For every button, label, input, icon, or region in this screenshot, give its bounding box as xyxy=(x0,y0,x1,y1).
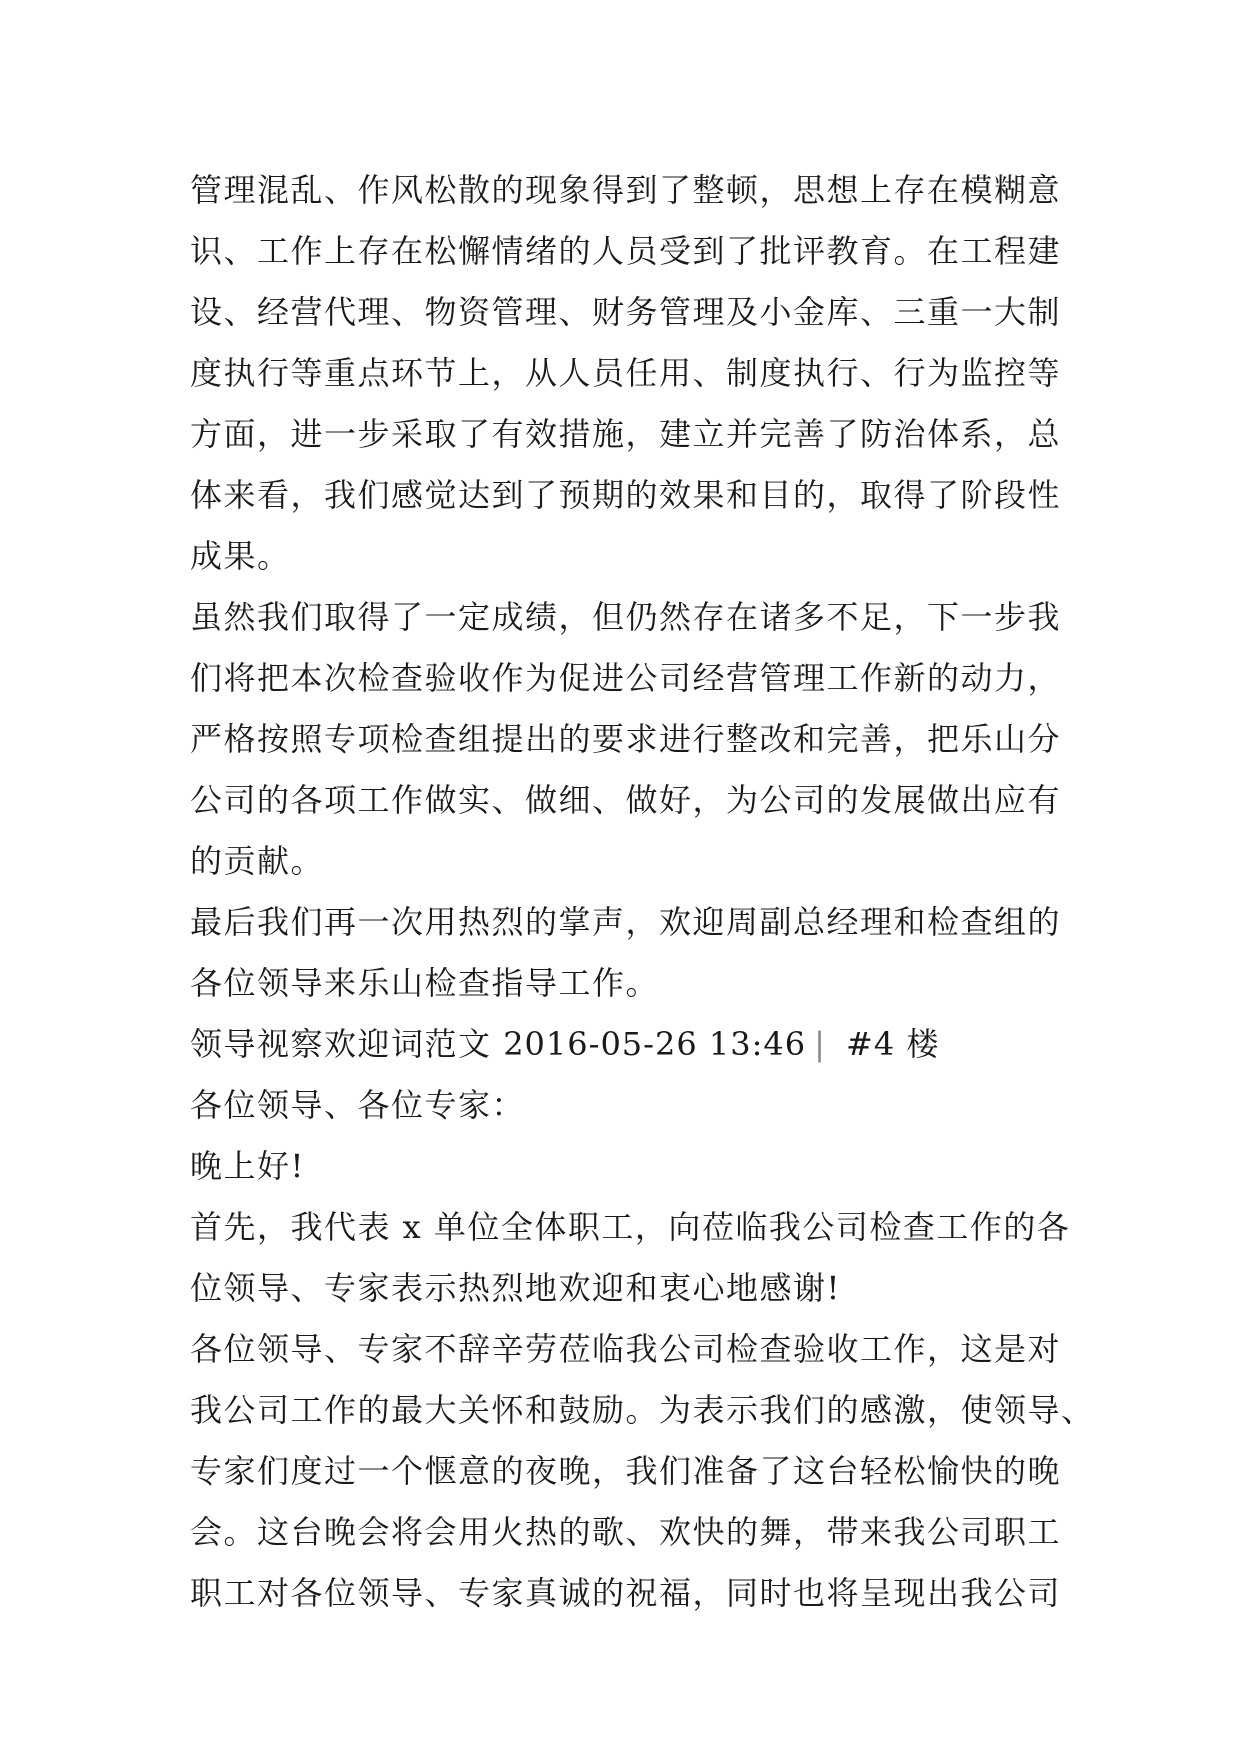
document-body xyxy=(190,160,1095,1624)
text-line: 晚上好! xyxy=(190,1147,305,1185)
text-line: 公司的各项工作做实、做细、做好，为公司的发展做出应有 xyxy=(190,781,1062,819)
text-line: 我公司工作的最大关怀和鼓励。为表示我们的感激，使领导、 xyxy=(190,1391,1095,1429)
text-line: 方面，进一步采取了有效措施，建立并完善了防治体系，总 xyxy=(190,415,1062,453)
text-line: 设、经营代理、物资管理、财务管理及小金库、三重一大制 xyxy=(190,293,1062,331)
text-line: 虽然我们取得了一定成绩，但仍然存在诸多不足，下一步我 xyxy=(190,598,1062,636)
text-line: 严格按照专项检查组提出的要求进行整改和完善，把乐山分 xyxy=(190,720,1062,758)
text-line: 们将把本次检查验收作为促进公司经营管理工作新的动力， xyxy=(190,659,1062,697)
text-line: 最后我们再一次用热烈的掌声，欢迎周副总经理和检查组的 xyxy=(190,903,1062,941)
post-header xyxy=(190,1014,1070,1075)
text-line: 管理混乱、作风松散的现象得到了整顿，思想上存在模糊意 xyxy=(190,171,1062,209)
text-line: 会。这台晚会将会用火热的歌、欢快的舞，带来我公司职工 xyxy=(190,1513,1062,1551)
text-line: 位领导、专家表示热烈地欢迎和衷心地感谢! xyxy=(190,1269,841,1307)
text-line: 度执行等重点环节上，从人员任用、制度执行、行为监控等 xyxy=(190,354,1062,392)
text-line: 各位领导、各位专家： xyxy=(190,1086,526,1124)
text-line: 各位领导、专家不辞辛劳莅临我公司检查验收工作，这是对 xyxy=(190,1330,1062,1368)
post-date: 2016-05-26 13:46 xyxy=(503,1025,807,1063)
text-line: 专家们度过一个惬意的夜晚，我们准备了这台轻松愉快的晚 xyxy=(190,1452,1062,1490)
text-line: 的贡献。 xyxy=(190,842,325,880)
post-separator: | xyxy=(814,1025,827,1063)
text-line: 体来看，我们感觉达到了预期的效果和目的，取得了阶段性 xyxy=(190,476,1062,514)
text-line: 首先，我代表 x 单位全体职工，向莅临我公司检查工作的各 xyxy=(190,1208,1071,1246)
text-line: 成果。 xyxy=(190,537,291,575)
text-line: 职工对各位领导、专家真诚的祝福，同时也将呈现出我公司 xyxy=(190,1574,1062,1612)
text-line: 识、工作上存在松懈情绪的人员受到了批评教育。在工程建 xyxy=(190,232,1062,270)
post-floor: #4 楼 xyxy=(846,1025,940,1063)
text-line: 各位领导来乐山检查指导工作。 xyxy=(190,964,660,1002)
post-title: 领导视察欢迎词范文 xyxy=(190,1025,492,1063)
